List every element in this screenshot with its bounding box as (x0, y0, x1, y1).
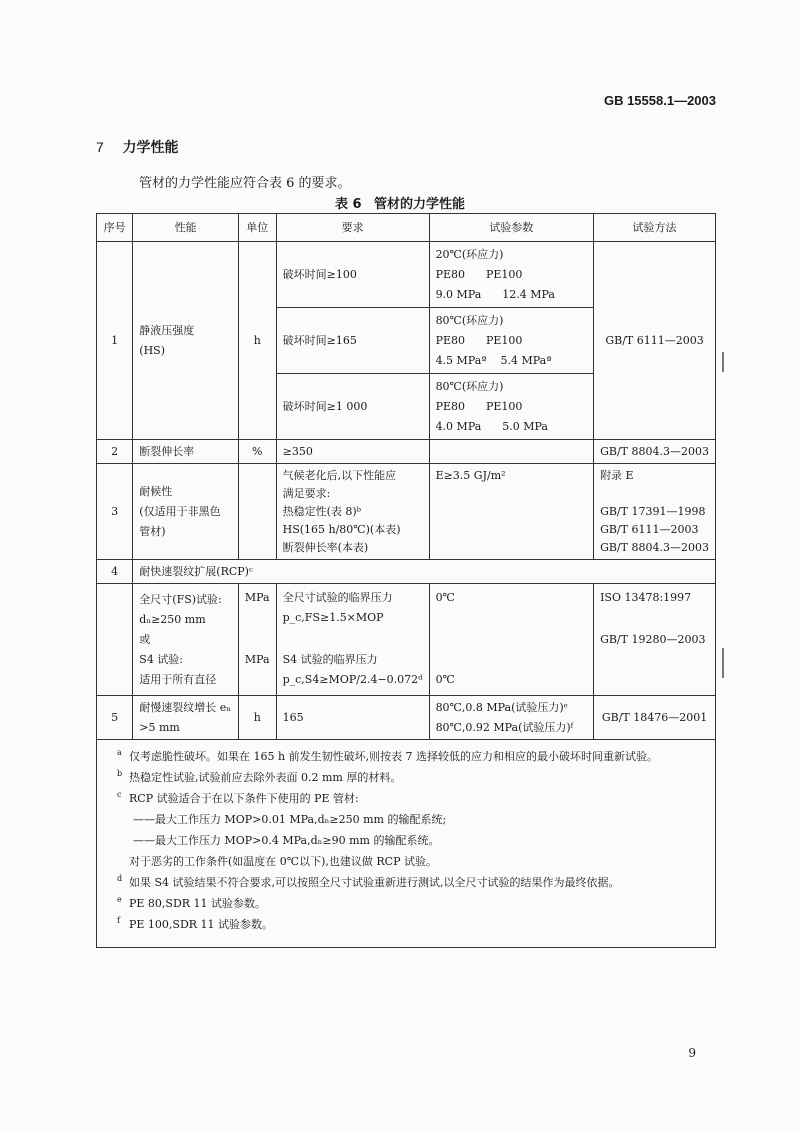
unit-cell (238, 464, 276, 560)
note-text: PE 80,SDR 11 试验参数。 (129, 897, 267, 910)
method-line: GB/T 17391—1998 (600, 504, 706, 518)
param-line: 80℃(环应力) (435, 379, 504, 393)
col-header-test-params: 试验参数 (429, 214, 594, 242)
property-cell (133, 696, 239, 740)
test-params-cell (429, 242, 594, 308)
requirement-cell: 破坏时间≥165 (276, 308, 429, 374)
section-heading (96, 137, 178, 157)
property-line: 或 (139, 632, 151, 646)
row-no: 1 (97, 242, 133, 440)
col-header-test-method: 试验方法 (594, 214, 716, 242)
requirement-line: 断裂伸长率(本表) (282, 540, 369, 554)
requirement-cell (276, 584, 429, 696)
requirement-line: 全尺寸试验的临界压力 (282, 591, 393, 604)
requirement-line: p_c,S4≥MOP/2.4−0.072ᵈ (282, 673, 423, 686)
note-text: PE 100,SDR 11 试验参数。 (129, 918, 274, 931)
test-method-cell: GB/T 8804.3—2003 (594, 440, 716, 464)
table-row (97, 560, 716, 584)
test-params-cell (429, 440, 594, 464)
param-line: PE80 PE100 (435, 267, 523, 281)
section-number: 7 (96, 139, 104, 155)
test-params-cell (429, 374, 594, 440)
unit-cell: h (238, 242, 276, 440)
intro-paragraph: 管材的力学性能应符合表 6 的要求。 (139, 176, 351, 191)
note-mark: e (117, 895, 122, 904)
property-line: (HS) (139, 343, 165, 357)
page-number: 9 (688, 1046, 696, 1060)
table-label: 表 6 (334, 197, 362, 212)
property-line: 适用于所有直径 (139, 672, 217, 686)
property-cell (133, 242, 239, 440)
param-line: 9.0 MPa 12.4 MPa (435, 287, 555, 301)
table-notes (96, 740, 716, 948)
test-method-cell: GB/T 18476—2001 (594, 696, 716, 740)
param-line: 80℃,0.8 MPa(试验压力)ᵉ (435, 700, 568, 714)
method-line: GB/T 6111—2003 (600, 522, 699, 536)
param-line: 0℃ (435, 591, 455, 604)
note-e (117, 893, 705, 914)
property-line: S4 试验: (139, 652, 184, 666)
note-mark: b (117, 769, 123, 778)
param-line: PE80 PE100 (435, 399, 523, 413)
requirement-cell: 破坏时间≥1 000 (276, 374, 429, 440)
property-cell (133, 584, 239, 696)
row-no: 4 (97, 560, 133, 584)
requirement-cell: 破坏时间≥100 (276, 242, 429, 308)
method-line: GB/T 19280—2003 (600, 633, 706, 646)
unit-cell: h (238, 696, 276, 740)
unit-line: MPa (244, 653, 270, 666)
requirement-line: 满足要求: (282, 486, 331, 500)
param-line: 80℃,0.92 MPa(试验压力)ᶠ (435, 720, 574, 734)
param-line: 20℃(环应力) (435, 247, 504, 261)
note-mark: a (117, 748, 122, 757)
requirement-line: HS(165 h/80℃)(本表) (282, 522, 401, 536)
requirement-line: 气候老化后,以下性能应 (282, 468, 397, 482)
col-header-no: 序号 (97, 214, 133, 242)
note-mark: d (117, 874, 123, 883)
property-cell (133, 464, 239, 560)
property-line: 耐候性 (139, 484, 173, 498)
note-text: 如果 S4 试验结果不符合要求,可以按照全尺寸试验重新进行测试,以全尺寸试验的结果作为最终依据。 (129, 876, 620, 889)
requirement-cell (276, 464, 429, 560)
note-c (117, 788, 705, 809)
mechanical-properties-table (96, 213, 716, 740)
col-header-property: 性能 (133, 214, 239, 242)
test-params-cell (429, 308, 594, 374)
property-line: >5 mm (139, 720, 180, 734)
property-line: 全尺寸(FS)试验: (139, 592, 222, 606)
col-header-requirement: 要求 (276, 214, 429, 242)
table-row (97, 584, 716, 696)
property-line: 静液压强度 (139, 323, 195, 337)
method-line: GB/T 8804.3—2003 (600, 540, 709, 554)
property-line: 耐慢速裂纹增长 eₙ (139, 700, 232, 714)
note-c-line: ——最大工作压力 MOP>0.4 MPa,dₙ≥90 mm 的输配系统。 (133, 834, 440, 847)
note-mark: f (117, 916, 120, 925)
section-title: 力学性能 (122, 140, 179, 156)
param-line: 4.0 MPa 5.0 MPa (435, 419, 548, 433)
method-line (600, 485, 709, 503)
note-c-line: ——最大工作压力 MOP>0.01 MPa,dₙ≥250 mm 的输配系统; (133, 813, 447, 826)
note-text: 仅考虑脆性破坏。如果在 165 h 前发生韧性破坏,则按表 7 选择较低的应力和相应的最小破坏时间重新试验。 (129, 750, 659, 763)
table-row (97, 464, 716, 560)
requirement-line: p_c,FS≥1.5×MOP (282, 611, 384, 624)
test-params-cell (429, 696, 594, 740)
method-line: 附录 E (600, 468, 634, 482)
row-title-cell: 耐快速裂纹扩展(RCP)ᶜ (133, 560, 716, 584)
test-method-cell (594, 584, 716, 696)
property-line: 管材) (139, 524, 166, 538)
table-row (97, 696, 716, 740)
table-header-row (97, 214, 716, 242)
param-line: 0℃ (435, 673, 455, 686)
table-caption (0, 193, 800, 212)
scan-artifact-mark (722, 352, 724, 372)
param-line: PE80 PE100 (435, 333, 523, 347)
property-line: dₙ≥250 mm (139, 612, 206, 626)
col-header-unit: 单位 (238, 214, 276, 242)
unit-cell (238, 584, 276, 696)
note-mark: c (117, 790, 122, 799)
test-params-cell (429, 584, 594, 696)
note-a (117, 746, 705, 767)
requirement-line: 热稳定性(表 8)ᵇ (282, 504, 362, 518)
row-no: 2 (97, 440, 133, 464)
requirement-cell: ≥350 (276, 440, 429, 464)
test-method-cell: GB/T 6111—2003 (594, 242, 716, 440)
note-c-line: 对于恶劣的工作条件(如温度在 0℃以下),也建议做 RCP 试验。 (129, 855, 437, 868)
table-title: 管材的力学性能 (374, 197, 466, 212)
property-line: (仅适用于非黑色 (139, 504, 221, 518)
requirement-cell: 165 (276, 696, 429, 740)
note-b (117, 767, 705, 788)
note-text: RCP 试验适合于在以下条件下使用的 PE 管材: (129, 792, 359, 805)
param-line: 4.5 MPaª 5.4 MPaª (435, 353, 552, 367)
row-no (97, 584, 133, 696)
table-row (97, 440, 716, 464)
standard-number: GB 15558.1—2003 (603, 93, 716, 108)
row-no: 3 (97, 464, 133, 560)
row-no: 5 (97, 696, 133, 740)
table-row (97, 242, 716, 308)
requirement-line: S4 试验的临界压力 (282, 653, 378, 666)
scan-artifact-mark (722, 648, 724, 678)
method-line: ISO 13478:1997 (600, 591, 692, 604)
test-method-cell (594, 464, 716, 560)
note-f (117, 914, 705, 935)
note-d (117, 872, 705, 893)
unit-cell: % (238, 440, 276, 464)
note-text: 热稳定性试验,试验前应去除外表面 0.2 mm 厚的材料。 (129, 771, 402, 784)
test-params-cell: E≥3.5 GJ/m² (429, 464, 594, 560)
property-cell: 断裂伸长率 (133, 440, 239, 464)
unit-line: MPa (244, 591, 270, 604)
param-line: 80℃(环应力) (435, 313, 504, 327)
